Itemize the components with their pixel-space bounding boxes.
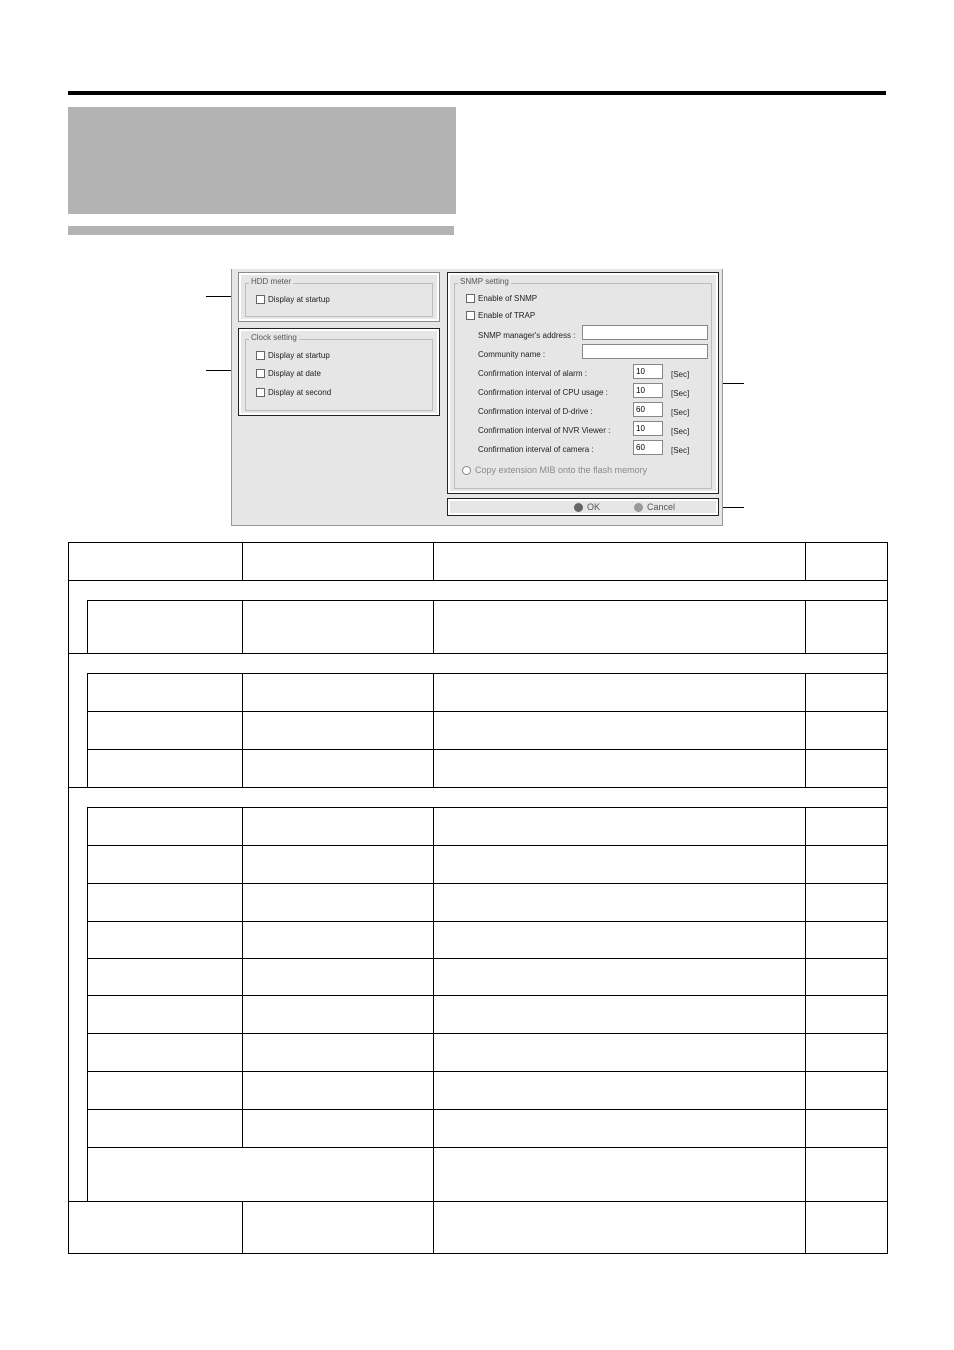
d-drive-interval-label: Confirmation interval of D-drive : bbox=[478, 407, 593, 416]
table-gutter bbox=[69, 959, 88, 996]
camera-interval-unit: [Sec] bbox=[671, 446, 690, 455]
table-gutter bbox=[69, 884, 88, 922]
copy-mib-option[interactable] bbox=[462, 465, 647, 475]
snmp-manager-address-input[interactable] bbox=[582, 325, 708, 340]
ok-button[interactable] bbox=[574, 502, 600, 512]
table-section-row bbox=[69, 581, 888, 601]
table-cell bbox=[806, 1202, 888, 1254]
hdd-display-at-startup-label: Display at startup bbox=[268, 295, 330, 304]
table-row bbox=[69, 996, 888, 1034]
table-cell bbox=[88, 996, 243, 1034]
table-cell bbox=[243, 712, 434, 750]
table-row bbox=[69, 959, 888, 996]
hdd-display-at-startup-checkbox[interactable] bbox=[256, 295, 265, 304]
table-gutter bbox=[69, 846, 88, 884]
table-gutter bbox=[69, 674, 88, 712]
table-cell bbox=[243, 959, 434, 996]
table-cell bbox=[434, 996, 806, 1034]
table-cell bbox=[243, 1202, 434, 1254]
table-cell bbox=[806, 712, 888, 750]
top-rule bbox=[68, 91, 886, 95]
enable-snmp[interactable] bbox=[466, 294, 537, 303]
table-cell bbox=[806, 1072, 888, 1110]
table-cell bbox=[806, 674, 888, 712]
table-cell bbox=[806, 1148, 888, 1202]
table-row bbox=[69, 808, 888, 846]
settings-table bbox=[68, 542, 888, 1254]
clock-display-at-second[interactable] bbox=[256, 388, 331, 397]
d-drive-interval-unit: [Sec] bbox=[671, 408, 690, 417]
table-cell bbox=[434, 959, 806, 996]
snmp-manager-address-label: SNMP manager's address : bbox=[478, 331, 576, 340]
clock-display-at-startup-label: Display at startup bbox=[268, 351, 330, 360]
table-row bbox=[69, 1072, 888, 1110]
table-cell bbox=[434, 1110, 806, 1148]
table-cell bbox=[243, 846, 434, 884]
table-header-row bbox=[69, 543, 888, 581]
table-cell bbox=[88, 601, 243, 654]
table-cell bbox=[243, 996, 434, 1034]
table-row bbox=[69, 1034, 888, 1072]
settings-dialog bbox=[231, 269, 723, 526]
table-cell bbox=[88, 1072, 243, 1110]
table-cell bbox=[434, 808, 806, 846]
clock-setting-panel bbox=[239, 329, 439, 415]
alarm-interval-label: Confirmation interval of alarm : bbox=[478, 369, 587, 378]
table-cell bbox=[88, 808, 243, 846]
table-gutter bbox=[69, 1034, 88, 1072]
table-cell bbox=[243, 750, 434, 788]
title-block bbox=[68, 107, 456, 214]
table-cell bbox=[806, 750, 888, 788]
table-row bbox=[69, 846, 888, 884]
table-row bbox=[69, 1148, 888, 1202]
community-name-input[interactable] bbox=[582, 344, 708, 359]
ok-dot-icon bbox=[574, 503, 583, 512]
table-cell bbox=[806, 601, 888, 654]
table-section-row bbox=[69, 788, 888, 808]
hdd-display-at-startup[interactable] bbox=[256, 295, 330, 304]
ok-button-label: OK bbox=[587, 502, 601, 512]
alarm-interval-unit: [Sec] bbox=[671, 370, 690, 379]
table-cell bbox=[243, 1034, 434, 1072]
table-cell bbox=[434, 543, 806, 581]
copy-mib-radio[interactable] bbox=[462, 466, 471, 475]
enable-trap[interactable] bbox=[466, 311, 535, 320]
table-cell bbox=[434, 922, 806, 959]
clock-display-at-date-label: Display at date bbox=[268, 369, 321, 378]
table-gutter bbox=[69, 996, 88, 1034]
table-cell bbox=[88, 712, 243, 750]
nvr-viewer-interval-input[interactable] bbox=[633, 421, 663, 436]
table-section-row bbox=[69, 654, 888, 674]
table-cell bbox=[434, 712, 806, 750]
copy-mib-label: Copy extension MIB onto the flash memory bbox=[475, 465, 648, 475]
table-cell bbox=[243, 601, 434, 654]
table-cell bbox=[806, 996, 888, 1034]
enable-snmp-checkbox[interactable] bbox=[466, 294, 475, 303]
table-cell bbox=[434, 1148, 806, 1202]
camera-interval-input[interactable] bbox=[633, 440, 663, 455]
table-cell bbox=[243, 1072, 434, 1110]
enable-trap-label: Enable of TRAP bbox=[478, 311, 536, 320]
table-cell bbox=[243, 808, 434, 846]
snmp-setting-legend: SNMP setting bbox=[460, 277, 509, 286]
clock-display-at-second-label: Display at second bbox=[268, 388, 332, 397]
clock-display-at-date[interactable] bbox=[256, 369, 321, 378]
snmp-setting-panel bbox=[448, 273, 718, 493]
table-cell bbox=[806, 1110, 888, 1148]
table-cell bbox=[806, 543, 888, 581]
clock-display-at-startup-checkbox[interactable] bbox=[256, 351, 265, 360]
table-cell bbox=[434, 1034, 806, 1072]
table-gutter bbox=[69, 750, 88, 788]
table-cell bbox=[88, 846, 243, 884]
table-cell bbox=[243, 543, 434, 581]
table-cell bbox=[69, 581, 888, 601]
cancel-button[interactable] bbox=[634, 502, 675, 512]
table-cell bbox=[69, 1202, 243, 1254]
hdd-meter-panel bbox=[239, 273, 439, 321]
enable-trap-checkbox[interactable] bbox=[466, 311, 475, 320]
cpu-interval-unit: [Sec] bbox=[671, 389, 690, 398]
table-gutter bbox=[69, 1072, 88, 1110]
table-cell bbox=[434, 1072, 806, 1110]
table-cell bbox=[806, 1034, 888, 1072]
table-row bbox=[69, 1202, 888, 1254]
clock-display-at-second-checkbox[interactable] bbox=[256, 388, 265, 397]
button-bar bbox=[448, 499, 718, 515]
table-cell bbox=[434, 1202, 806, 1254]
d-drive-interval-input[interactable] bbox=[633, 402, 663, 417]
table-cell bbox=[88, 922, 243, 959]
subtitle-bar bbox=[68, 226, 454, 235]
table-cell bbox=[69, 654, 888, 674]
table-cell bbox=[88, 884, 243, 922]
table-row bbox=[69, 712, 888, 750]
table-cell bbox=[88, 1110, 243, 1148]
table-row bbox=[69, 601, 888, 654]
table-cell bbox=[806, 808, 888, 846]
table-cell bbox=[88, 1034, 243, 1072]
alarm-interval-input[interactable] bbox=[633, 364, 663, 379]
nvr-viewer-interval-label: Confirmation interval of NVR Viewer : bbox=[478, 426, 611, 435]
table-row bbox=[69, 922, 888, 959]
cancel-dot-icon bbox=[634, 503, 643, 512]
table-cell bbox=[434, 884, 806, 922]
nvr-viewer-interval-unit: [Sec] bbox=[671, 427, 690, 436]
clock-setting-legend: Clock setting bbox=[251, 333, 297, 342]
cancel-button-label: Cancel bbox=[647, 502, 676, 512]
table-cell bbox=[69, 543, 243, 581]
table-row bbox=[69, 674, 888, 712]
table-cell bbox=[806, 846, 888, 884]
clock-display-at-startup[interactable] bbox=[256, 351, 330, 360]
table-gutter bbox=[69, 601, 88, 654]
table-cell bbox=[243, 922, 434, 959]
table-cell bbox=[88, 1148, 434, 1202]
table-cell bbox=[434, 674, 806, 712]
table-cell bbox=[88, 959, 243, 996]
table-cell bbox=[69, 788, 888, 808]
cpu-interval-label: Confirmation interval of CPU usage : bbox=[478, 388, 608, 397]
table-cell bbox=[434, 601, 806, 654]
table-cell bbox=[243, 674, 434, 712]
community-name-label: Community name : bbox=[478, 350, 546, 359]
enable-snmp-label: Enable of SNMP bbox=[478, 294, 538, 303]
cpu-interval-input[interactable] bbox=[633, 383, 663, 398]
table-gutter bbox=[69, 1148, 88, 1202]
table-cell bbox=[434, 750, 806, 788]
table-cell bbox=[243, 884, 434, 922]
table-cell bbox=[88, 674, 243, 712]
table-cell bbox=[806, 922, 888, 959]
table-gutter bbox=[69, 922, 88, 959]
table-cell bbox=[806, 959, 888, 996]
table-gutter bbox=[69, 1110, 88, 1148]
table-cell bbox=[434, 846, 806, 884]
table-row bbox=[69, 1110, 888, 1148]
table-cell bbox=[243, 1110, 434, 1148]
table-row bbox=[69, 884, 888, 922]
camera-interval-label: Confirmation interval of camera : bbox=[478, 445, 594, 454]
table-row bbox=[69, 750, 888, 788]
table-cell bbox=[88, 750, 243, 788]
table-cell bbox=[806, 884, 888, 922]
clock-display-at-date-checkbox[interactable] bbox=[256, 369, 265, 378]
hdd-meter-legend: HDD meter bbox=[251, 277, 292, 286]
table-gutter bbox=[69, 808, 88, 846]
table-gutter bbox=[69, 712, 88, 750]
